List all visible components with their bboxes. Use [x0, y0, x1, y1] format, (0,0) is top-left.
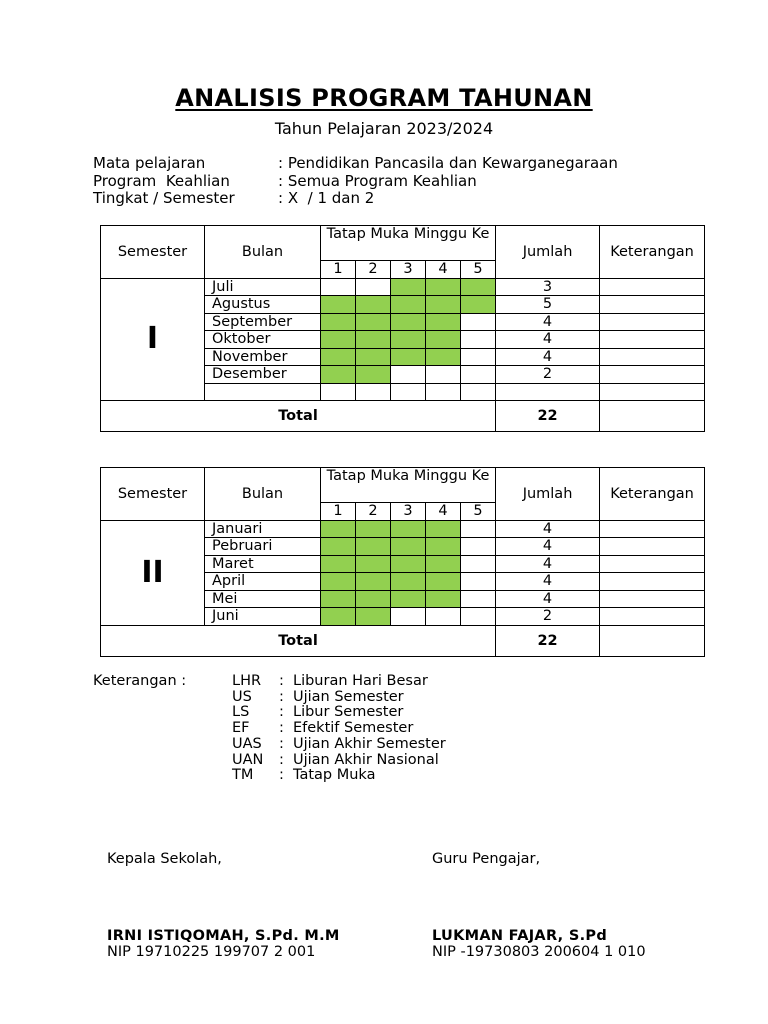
week-cell-active — [426, 538, 461, 556]
week-number-3: 3 — [391, 503, 426, 521]
legend-colon: : — [279, 751, 284, 768]
week-cell-active — [426, 555, 461, 573]
month-keterangan — [600, 538, 705, 556]
total-keterangan — [600, 401, 705, 432]
week-cell-empty — [461, 590, 496, 608]
month-jumlah: 2 — [496, 608, 600, 626]
week-cell-active — [426, 573, 461, 591]
month-name: Maret — [205, 555, 321, 573]
week-number-4: 4 — [426, 261, 461, 279]
header-bulan: Bulan — [205, 226, 321, 279]
legend-item — [232, 705, 446, 721]
week-cell-active — [391, 296, 426, 314]
month-jumlah: 4 — [496, 348, 600, 366]
week-cell-active — [426, 348, 461, 366]
week-cell-empty — [356, 383, 391, 401]
week-cell-empty — [391, 383, 426, 401]
week-cell-empty — [461, 555, 496, 573]
week-cell-active — [391, 278, 426, 296]
legend-desc: Ujian Akhir Nasional — [293, 751, 439, 768]
week-cell-active — [321, 555, 356, 573]
week-cell-active — [461, 278, 496, 296]
week-cell-empty — [426, 608, 461, 626]
week-cell-active — [391, 348, 426, 366]
signature-right-role: Guru Pengajar, — [432, 851, 541, 867]
week-cell-empty — [461, 520, 496, 538]
week-cell-empty — [391, 608, 426, 626]
week-cell-active — [391, 555, 426, 573]
signature-left-nip: NIP 19710225 199707 2 001 — [107, 944, 316, 960]
month-keterangan — [600, 555, 705, 573]
week-cell-active — [321, 538, 356, 556]
week-cell-active — [426, 313, 461, 331]
header-semester: Semester — [101, 468, 205, 521]
legend-desc: Liburan Hari Besar — [293, 673, 428, 689]
month-keterangan — [600, 520, 705, 538]
legend-item — [232, 768, 446, 784]
info-value: : X / 1 dan 2 — [278, 189, 375, 207]
month-keterangan — [600, 278, 705, 296]
month-name: April — [205, 573, 321, 591]
week-cell-active — [321, 348, 356, 366]
semester-2-table — [100, 467, 705, 657]
header-semester: Semester — [101, 226, 205, 279]
week-cell-empty — [461, 348, 496, 366]
legend-list — [232, 674, 446, 784]
month-jumlah: 4 — [496, 520, 600, 538]
month-name: Mei — [205, 590, 321, 608]
week-cell-active — [321, 313, 356, 331]
legend-abbr: EF — [232, 720, 250, 737]
week-cell-active — [426, 520, 461, 538]
page-title-text: ANALISIS PROGRAM TAHUNAN — [175, 84, 593, 112]
info-row-subject — [93, 155, 618, 173]
header-keterangan: Keterangan — [600, 468, 705, 521]
signature-left-role: Kepala Sekolah, — [107, 851, 222, 867]
week-cell-active — [321, 296, 356, 314]
month-keterangan — [600, 608, 705, 626]
week-cell-active — [391, 313, 426, 331]
academic-year: Tahun Pelajaran 2023/2024 — [274, 119, 494, 138]
month-jumlah — [496, 383, 600, 401]
month-keterangan — [600, 366, 705, 384]
month-keterangan — [600, 383, 705, 401]
header-tatap-muka: Tatap Muka Minggu Ke — [321, 226, 496, 261]
month-jumlah: 4 — [496, 331, 600, 349]
legend-desc: Ujian Akhir Semester — [293, 735, 446, 752]
week-number-2: 2 — [356, 503, 391, 521]
info-label: Mata pelajaran — [93, 154, 206, 172]
week-cell-active — [391, 331, 426, 349]
semester-roman: I — [101, 278, 205, 401]
week-cell-active — [391, 573, 426, 591]
week-cell-active — [356, 573, 391, 591]
legend-desc: Tatap Muka — [293, 767, 376, 784]
total-row — [101, 401, 705, 432]
signature-left-name: IRNI ISTIQOMAH, S.Pd. M.M — [107, 928, 340, 944]
legend-item — [232, 674, 446, 690]
week-cell-active — [426, 278, 461, 296]
signature-right-nip: NIP -19730803 200604 1 010 — [432, 944, 646, 960]
week-cell-empty — [461, 313, 496, 331]
legend-abbr: LS — [232, 704, 250, 721]
legend-abbr: TM — [232, 767, 254, 784]
semester-1-table — [100, 225, 705, 432]
week-cell-active — [321, 573, 356, 591]
month-jumlah: 4 — [496, 538, 600, 556]
week-cell-empty — [426, 383, 461, 401]
week-cell-empty — [356, 278, 391, 296]
month-keterangan — [600, 590, 705, 608]
legend-desc: Libur Semester — [293, 704, 404, 721]
info-value: : Pendidikan Pancasila dan Kewarganegaraan — [278, 154, 618, 172]
week-cell-active — [321, 366, 356, 384]
week-cell-active — [321, 520, 356, 538]
week-cell-active — [356, 348, 391, 366]
header-tatap-muka: Tatap Muka Minggu Ke — [321, 468, 496, 503]
month-name: Desember — [205, 366, 321, 384]
week-cell-active — [356, 313, 391, 331]
month-jumlah: 5 — [496, 296, 600, 314]
legend-colon: : — [279, 688, 284, 705]
week-number-1: 1 — [321, 503, 356, 521]
week-cell-active — [356, 366, 391, 384]
week-cell-active — [356, 590, 391, 608]
week-cell-active — [321, 608, 356, 626]
header-jumlah: Jumlah — [496, 226, 600, 279]
legend-label: Keterangan : — [93, 673, 187, 689]
month-name: Oktober — [205, 331, 321, 349]
month-name: Juni — [205, 608, 321, 626]
legend-abbr: UAN — [232, 751, 264, 768]
legend-colon: : — [279, 720, 284, 737]
header-bulan: Bulan — [205, 468, 321, 521]
month-name: Pebruari — [205, 538, 321, 556]
legend-item — [232, 737, 446, 753]
month-jumlah: 4 — [496, 573, 600, 591]
week-cell-active — [356, 608, 391, 626]
info-label: Tingkat / Semester — [93, 189, 235, 207]
info-row-program — [93, 173, 618, 191]
week-cell-empty — [461, 366, 496, 384]
legend-colon: : — [279, 673, 284, 689]
month-name: September — [205, 313, 321, 331]
legend-abbr: UAS — [232, 735, 262, 752]
week-cell-active — [356, 538, 391, 556]
legend-desc: Ujian Semester — [293, 688, 404, 705]
header-row — [101, 468, 705, 503]
total-row — [101, 625, 705, 656]
week-cell-active — [426, 331, 461, 349]
week-cell-active — [356, 555, 391, 573]
week-cell-active — [321, 590, 356, 608]
week-cell-active — [356, 520, 391, 538]
header-jumlah: Jumlah — [496, 468, 600, 521]
legend-colon: : — [279, 767, 284, 784]
week-cell-active — [426, 590, 461, 608]
signature-right-name: LUKMAN FAJAR, S.Pd — [432, 928, 607, 944]
legend-item — [232, 753, 446, 769]
total-value: 22 — [496, 625, 600, 656]
legend-abbr: US — [232, 688, 252, 705]
week-number-5: 5 — [461, 261, 496, 279]
month-jumlah: 4 — [496, 313, 600, 331]
info-row-level — [93, 190, 618, 208]
legend-colon: : — [279, 735, 284, 752]
month-jumlah: 2 — [496, 366, 600, 384]
table-row — [101, 278, 705, 296]
week-number-4: 4 — [426, 503, 461, 521]
legend-colon: : — [279, 704, 284, 721]
legend-item — [232, 690, 446, 706]
week-cell-active — [426, 296, 461, 314]
table-row — [101, 520, 705, 538]
legend-abbr: LHR — [232, 673, 262, 689]
total-label: Total — [101, 625, 496, 656]
week-cell-empty — [461, 538, 496, 556]
total-keterangan — [600, 625, 705, 656]
month-keterangan — [600, 348, 705, 366]
month-jumlah: 4 — [496, 555, 600, 573]
week-cell-active — [461, 296, 496, 314]
month-keterangan — [600, 573, 705, 591]
week-number-2: 2 — [356, 261, 391, 279]
week-cell-active — [356, 331, 391, 349]
week-cell-empty — [391, 366, 426, 384]
week-cell-active — [391, 538, 426, 556]
week-cell-active — [391, 520, 426, 538]
header-row — [101, 226, 705, 261]
week-cell-active — [356, 296, 391, 314]
month-jumlah: 4 — [496, 590, 600, 608]
info-label: Program Keahlian — [93, 171, 230, 190]
month-name: Agustus — [205, 296, 321, 314]
week-cell-active — [391, 590, 426, 608]
week-cell-active — [321, 331, 356, 349]
week-cell-empty — [461, 331, 496, 349]
month-name: November — [205, 348, 321, 366]
month-jumlah: 3 — [496, 278, 600, 296]
week-cell-empty — [461, 573, 496, 591]
month-name: Januari — [205, 520, 321, 538]
week-cell-empty — [321, 278, 356, 296]
week-number-3: 3 — [391, 261, 426, 279]
semester-roman: II — [101, 520, 205, 625]
week-cell-empty — [461, 383, 496, 401]
month-keterangan — [600, 331, 705, 349]
week-cell-empty — [321, 383, 356, 401]
month-keterangan — [600, 313, 705, 331]
month-keterangan — [600, 296, 705, 314]
month-name — [205, 383, 321, 401]
page-title — [0, 84, 768, 112]
week-number-1: 1 — [321, 261, 356, 279]
subject-info — [93, 155, 618, 208]
legend-item — [232, 721, 446, 737]
header-keterangan: Keterangan — [600, 226, 705, 279]
week-number-5: 5 — [461, 503, 496, 521]
info-value: : Semua Program Keahlian — [278, 171, 477, 190]
month-name: Juli — [205, 278, 321, 296]
total-label: Total — [101, 401, 496, 432]
week-cell-empty — [461, 608, 496, 626]
legend-desc: Efektif Semester — [293, 720, 414, 737]
week-cell-empty — [426, 366, 461, 384]
total-value: 22 — [496, 401, 600, 432]
